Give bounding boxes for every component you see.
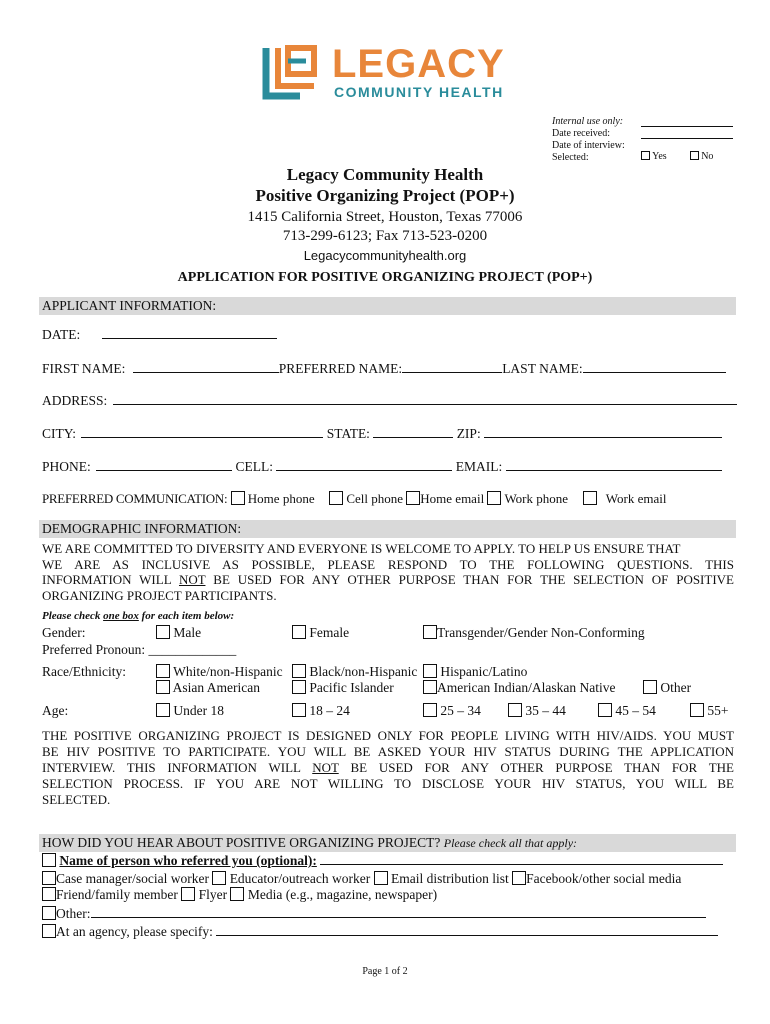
- referral-name-row: [42, 853, 723, 869]
- last-name-field[interactable]: [583, 361, 726, 373]
- age-55-plus-checkbox[interactable]: [690, 703, 704, 717]
- race-option: [643, 680, 691, 696]
- referral-email-list-checkbox[interactable]: [374, 871, 388, 885]
- preferred-communication-row: [42, 491, 666, 507]
- gender-female-option: [292, 625, 349, 641]
- hiv-notice: [42, 728, 734, 808]
- referral-agency-checkbox[interactable]: [42, 924, 56, 938]
- selected-no-label: No: [701, 151, 714, 162]
- comm-home-phone-checkbox[interactable]: [231, 491, 245, 505]
- phone-label: PHONE:: [42, 459, 91, 474]
- date-interview-line: [641, 138, 733, 139]
- applicant-section-header: APPLICANT INFORMATION:: [39, 297, 736, 315]
- option-label: Asian American: [172, 680, 260, 695]
- gender-female-checkbox[interactable]: [292, 625, 306, 639]
- age-35-44-checkbox[interactable]: [508, 703, 522, 717]
- race-option: [156, 664, 283, 680]
- date-interview-label: Date of interview:: [552, 140, 625, 151]
- comm-option-label: Work phone: [504, 491, 569, 506]
- referral-media-checkbox[interactable]: [230, 887, 244, 901]
- referral-case-manager-checkbox[interactable]: [42, 871, 56, 885]
- intro-line: WE ARE AS INCLUSIVE AS POSSIBLE, PLEASE RESPOND TO THE FOLLOWING QUESTIONS. THIS: [42, 556, 734, 572]
- gender-male-checkbox[interactable]: [156, 625, 170, 639]
- option-label: 55+: [707, 703, 729, 718]
- org-phone: 713-299-6123; Fax 713-523-0200: [282, 228, 488, 244]
- referral-agency-row: [42, 924, 718, 940]
- option-label: White/non-Hispanic: [173, 664, 283, 679]
- demographic-section-header: DEMOGRAPHIC INFORMATION:: [39, 520, 736, 538]
- option-label: Black/non-Hispanic: [309, 664, 418, 679]
- logo: [262, 44, 512, 102]
- preferred-name-label: PREFERRED NAME:: [278, 361, 403, 376]
- referral-section-note: Please check all that apply:: [443, 836, 578, 850]
- address-label: ADDRESS:: [42, 393, 108, 408]
- race-label: Race/Ethnicity:: [42, 664, 126, 679]
- race-american-indian-checkbox[interactable]: [423, 680, 437, 694]
- referral-flyer-checkbox[interactable]: [181, 887, 195, 901]
- comm-option-label: Work email: [605, 491, 667, 506]
- org-website: Legacycommunityhealth.org: [303, 248, 467, 263]
- preferred-comm-label: PREFERRED COMMUNICATION:: [42, 491, 228, 506]
- option-label: Transgender/Gender Non-Conforming: [437, 625, 645, 640]
- logo-name: LEGACY: [332, 42, 505, 86]
- referral-name-label: Name of person who referred you (optional):: [59, 853, 317, 868]
- date-received-label: Date received:: [552, 128, 611, 139]
- referral-other-checkbox[interactable]: [42, 906, 56, 920]
- race-white-checkbox[interactable]: [156, 664, 170, 678]
- intro-text: BE USED FOR ANY OTHER PURPOSE THAN FOR THE SELECTION OF POSITIVE: [205, 572, 734, 587]
- address-row: [42, 393, 737, 409]
- referral-name-checkbox[interactable]: [42, 853, 56, 867]
- referral-other-row: [42, 906, 706, 922]
- hiv-line: BE HIV POSITIVE TO PARTICIPATE. YOU WILL BE ASKED YOUR HIV STATUS DURING THE APPLICATION: [42, 744, 734, 759]
- option-label: Male: [173, 625, 202, 640]
- race-asian-checkbox[interactable]: [156, 680, 170, 694]
- zip-label: ZIP:: [456, 426, 481, 441]
- comm-option-label: Home phone: [247, 491, 315, 506]
- date-field[interactable]: [102, 327, 277, 339]
- race-black-checkbox[interactable]: [292, 664, 306, 678]
- comm-option-label: Home email: [420, 491, 485, 506]
- selected-options: [641, 151, 713, 162]
- date-received-line: [641, 126, 733, 127]
- hiv-line: SELECTED.: [42, 792, 111, 807]
- race-other-checkbox[interactable]: [643, 680, 657, 694]
- page-number: Page 1 of 2: [362, 966, 408, 977]
- age-option: [423, 703, 481, 719]
- option-label: Friend/family member: [56, 887, 178, 902]
- cell-label: CELL:: [235, 459, 274, 474]
- option-label: Female: [309, 625, 350, 640]
- age-label: Age:: [42, 703, 69, 718]
- race-option: [156, 680, 260, 696]
- city-field[interactable]: [81, 426, 323, 438]
- comm-home-email-checkbox[interactable]: [406, 491, 420, 505]
- project-name: Positive Organizing Project (POP+): [255, 186, 515, 205]
- preferred-pronoun[interactable]: Preferred Pronoun: _____________: [42, 642, 237, 657]
- phone-row: [42, 459, 722, 475]
- intro-text: INFORMATION WILL: [42, 572, 179, 587]
- referral-section-title: HOW DID YOU HEAR ABOUT POSITIVE ORGANIZING PROJECT?: [42, 835, 441, 850]
- option-label: Email distribution list: [391, 871, 509, 886]
- referral-friend-checkbox[interactable]: [42, 887, 56, 901]
- option-label: Hispanic/Latino: [440, 664, 528, 679]
- option-label: Other: [660, 680, 692, 695]
- age-option: [508, 703, 566, 719]
- option-label: Flyer: [198, 887, 228, 902]
- intro-line: WE ARE COMMITTED TO DIVERSITY AND EVERYONE IS WELCOME TO APPLY. TO HELP US ENSURE THAT: [42, 541, 681, 556]
- referral-other-label: Other:: [56, 906, 91, 921]
- instr-underline: one box: [103, 610, 139, 622]
- cell-field[interactable]: [276, 459, 452, 471]
- option-label: 18 – 24: [309, 703, 350, 718]
- hiv-text: INTERVIEW. THIS INFORMATION WILL: [42, 760, 313, 775]
- zip-field[interactable]: [484, 426, 722, 438]
- email-field[interactable]: [506, 459, 722, 471]
- age-under-18-checkbox[interactable]: [156, 703, 170, 717]
- referral-other-field[interactable]: [91, 906, 706, 918]
- option-label: Pacific Islander: [309, 680, 394, 695]
- org-address: 1415 California Street, Houston, Texas 77006: [247, 209, 523, 225]
- age-45-54-checkbox[interactable]: [598, 703, 612, 717]
- state-field[interactable]: [373, 426, 453, 438]
- race-option: [292, 664, 417, 680]
- legacy-logo-mark-icon: [262, 44, 322, 102]
- name-row: [42, 361, 726, 377]
- phone-field[interactable]: [96, 459, 232, 471]
- age-option: [292, 703, 350, 719]
- hiv-line: THE POSITIVE ORGANIZING PROJECT IS DESIGNED ONLY FOR PEOPLE LIVING WITH HIV/AIDS. YOU MUST: [42, 728, 734, 743]
- logo-subtitle: COMMUNITY HEALTH: [334, 84, 504, 100]
- hiv-line: SELECTION PROCESS. IF YOU ARE NOT WILLING TO DISCLOSE YOUR HIV STATUS, YOU WILL BE: [42, 776, 734, 791]
- age-18-24-checkbox[interactable]: [292, 703, 306, 717]
- option-label: Under 18: [173, 703, 224, 718]
- age-option: [598, 703, 656, 719]
- race-option: [423, 664, 527, 680]
- email-label: EMAIL:: [455, 459, 503, 474]
- referral-row-1: [42, 871, 681, 887]
- comm-work-phone-checkbox[interactable]: [487, 491, 501, 505]
- demographic-intro: [42, 541, 734, 603]
- race-pacific-checkbox[interactable]: [292, 680, 306, 694]
- city-label: CITY:: [42, 426, 77, 441]
- date-label: DATE:: [42, 327, 81, 342]
- address-field[interactable]: [113, 393, 737, 405]
- selected-yes-label: Yes: [652, 151, 667, 162]
- age-option: [690, 703, 729, 719]
- instructions: [42, 610, 234, 622]
- option-label: 35 – 44: [525, 703, 566, 718]
- city-row: [42, 426, 722, 442]
- instr-text: Please check: [42, 610, 104, 622]
- first-name-field[interactable]: [133, 361, 279, 373]
- last-name-label: LAST NAME:: [502, 361, 583, 376]
- option-label: American Indian/Alaskan Native: [437, 680, 616, 695]
- referral-section-header: [39, 834, 736, 852]
- referral-facebook-checkbox[interactable]: [512, 871, 526, 885]
- org-name: Legacy Community Health: [286, 165, 484, 184]
- hiv-line: [42, 760, 734, 776]
- gender-label: Gender:: [42, 625, 86, 640]
- selected-yes-checkbox[interactable]: [641, 151, 650, 160]
- referral-agency-label: At an agency, please specify:: [56, 924, 213, 939]
- option-label: Facebook/other social media: [526, 871, 682, 886]
- header: [0, 164, 770, 266]
- comm-work-email-checkbox[interactable]: [583, 491, 597, 505]
- race-option: [292, 680, 394, 696]
- gender-transgender-checkbox[interactable]: [423, 625, 437, 639]
- date-row: [42, 327, 277, 343]
- race-option: [423, 680, 615, 696]
- option-label: 45 – 54: [615, 703, 656, 718]
- hiv-text: BE USED FOR ANY OTHER PURPOSE THAN FOR THE: [338, 760, 734, 775]
- option-label: 25 – 34: [440, 703, 481, 718]
- age-option: [156, 703, 224, 719]
- age-25-34-checkbox[interactable]: [423, 703, 437, 717]
- intro-not: NOT: [178, 572, 206, 587]
- option-label: Case manager/social worker: [56, 871, 209, 886]
- option-label: Media (e.g., magazine, newspaper): [247, 887, 438, 902]
- state-label: STATE:: [326, 426, 370, 441]
- intro-line: [42, 572, 734, 588]
- preferred-name-field[interactable]: [402, 361, 502, 373]
- intro-line: ORGANIZING PROJECT PARTICIPANTS.: [42, 587, 277, 603]
- race-hispanic-checkbox[interactable]: [423, 664, 437, 678]
- first-name-label: FIRST NAME:: [42, 361, 126, 376]
- selected-label: Selected:: [552, 152, 589, 163]
- referral-name-field[interactable]: [320, 853, 723, 865]
- option-label: Educator/outreach worker: [229, 871, 371, 886]
- form-title: APPLICATION FOR POSITIVE ORGANIZING PROJECT (POP+): [177, 270, 593, 285]
- hiv-not: NOT: [312, 760, 339, 775]
- gender-male-option: [156, 625, 201, 641]
- comm-cell-phone-checkbox[interactable]: [329, 491, 343, 505]
- selected-no-checkbox[interactable]: [690, 151, 699, 160]
- instr-text: for each item below:: [138, 610, 235, 622]
- comm-option-label: Cell phone: [346, 491, 404, 506]
- internal-heading: Internal use only:: [552, 116, 624, 127]
- referral-agency-field[interactable]: [216, 924, 718, 936]
- referral-row-2: [42, 887, 437, 903]
- gender-transgender-option: [423, 625, 645, 641]
- referral-educator-checkbox[interactable]: [212, 871, 226, 885]
